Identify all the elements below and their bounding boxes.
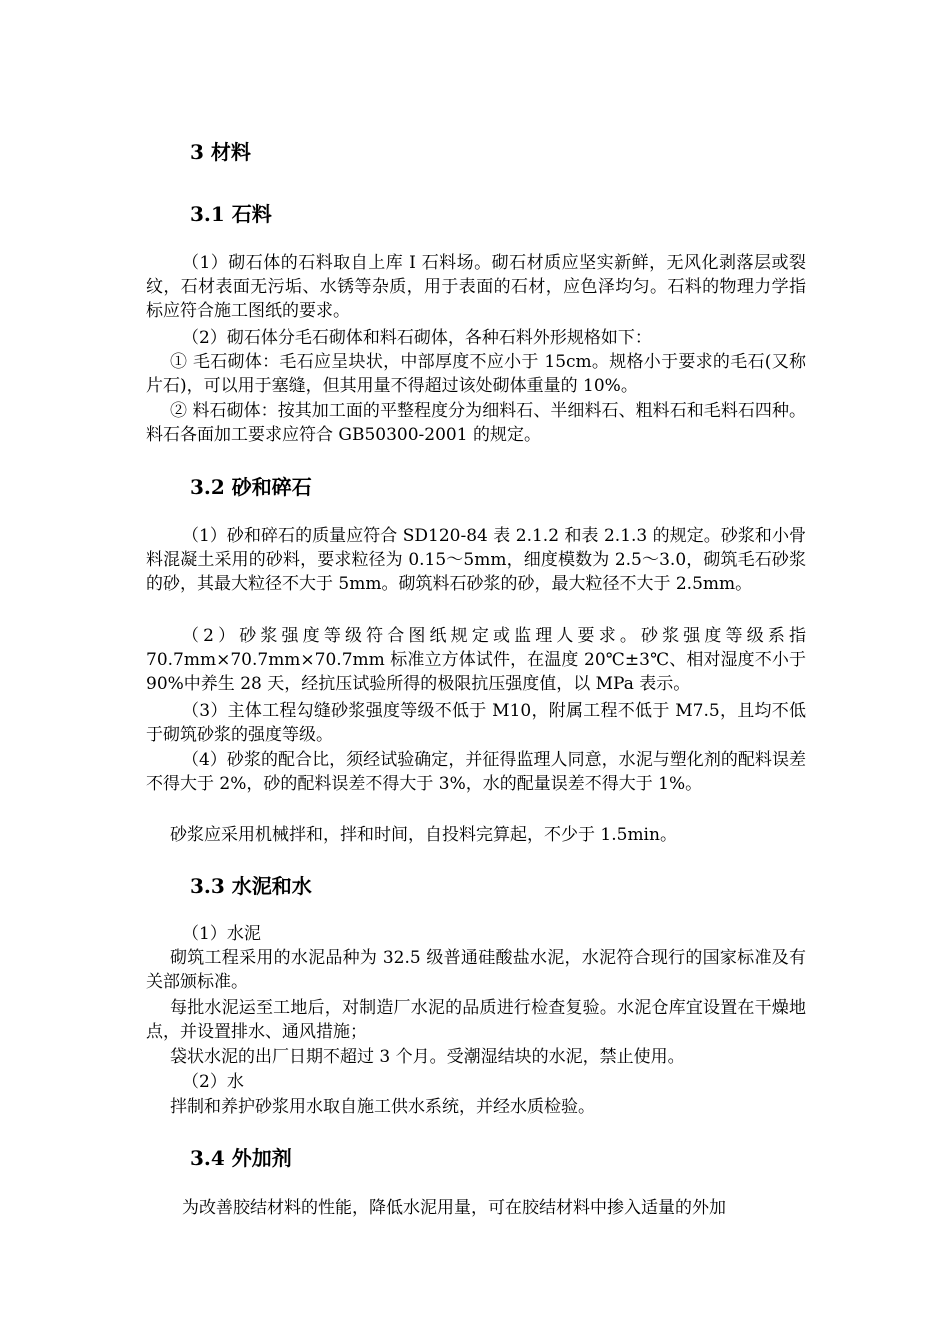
paragraph-rubble-masonry: ① 毛石砌体：毛石应呈块状，中部厚度不应小于 15cm。规格小于要求的毛石(又称片石)，可以用于塞缝，但其用量不得超过该处砌体重量的 10%。: [146, 352, 806, 396]
paragraph-water-source: 拌制和养护砂浆用水取自施工供水系统，并经水质检验。: [170, 1097, 595, 1117]
heading-section-3: 3 材料: [190, 140, 251, 164]
paragraph-stone-types: （2）砌石体分毛石砌体和料石砌体，各种石料外形规格如下：: [182, 328, 652, 348]
heading-section-3-3: 3.3 水泥和水: [190, 874, 312, 898]
paragraph-cement-inspection: 每批水泥运至工地后，对制造厂水泥的品质进行检查复验。水泥仓库宜设置在干燥地点，并设置排水、通风措施；: [146, 998, 806, 1042]
paragraph-sand-quality: （1）砂和碎石的质量应符合 SD120-84 表 2.1.2 和表 2.1.3 的规定。砂浆和小骨料混凝土采用的砂料，要求粒径为 0.15～5mm，细度模数为 2.5～3.0，砌筑毛石砂浆的砂，其最大粒径不大于 5mm。砌筑料石砂浆的砂，最大粒径不大于 2.5mm。: [146, 526, 806, 594]
paragraph-pointing-mortar: （3）主体工程勾缝砂浆强度等级不低于 M10，附属工程不低于 M7.5，且均不低于砌筑砂浆的强度等级。: [146, 701, 806, 745]
heading-section-3-1: 3.1 石料: [190, 202, 272, 226]
paragraph-cement-storage: 袋状水泥的出厂日期不超过 3 个月。受潮湿结块的水泥，禁止使用。: [170, 1047, 685, 1067]
paragraph-water-label: （2）水: [182, 1072, 244, 1092]
paragraph-stone-source: （1）砌石体的石料取自上库 I 石料场。砌石材质应坚实新鲜，无风化剥落层或裂纹，石材表面无污垢、水锈等杂质，用于表面的石材，应色泽均匀。石料的物理力学指标应符合施工图纸的要求。: [146, 253, 806, 321]
heading-section-3-4: 3.4 外加剂: [190, 1146, 292, 1170]
paragraph-mixing-time: 砂浆应采用机械拌和，拌和时间，自投料完算起，不少于 1.5min。: [170, 825, 677, 845]
paragraph-admixture: 为改善胶结材料的性能，降低水泥用量，可在胶结材料中掺入适量的外加: [182, 1198, 726, 1218]
paragraph-mortar-strength: （2）砂浆强度等级符合图纸规定或监理人要求。砂浆强度等级系指 70.7mm×70.7mm×70.7mm 标准立方体试件，在温度 20℃±3℃、相对湿度不小于 90%中养生 28 天，经抗压试验所得的极限抗压强度值，以 MPa 表示。: [146, 626, 806, 694]
paragraph-cement-label: （1）水泥: [182, 924, 261, 944]
paragraph-dressed-stone-masonry: ② 料石砌体：按其加工面的平整程度分为细料石、半细料石、粗料石和毛料石四种。料石各面加工要求应符合 GB50300-2001 的规定。: [146, 401, 806, 445]
paragraph-mix-ratio: （4）砂浆的配合比，须经试验确定，并征得监理人同意，水泥与塑化剂的配料误差不得大于 2%，砂的配料误差不得大于 3%，水的配量误差不得大于 1%。: [146, 750, 806, 794]
paragraph-cement-type: 砌筑工程采用的水泥品种为 32.5 级普通硅酸盐水泥，水泥符合现行的国家标准及有关部颁标准。: [146, 948, 806, 992]
heading-section-3-2: 3.2 砂和碎石: [190, 475, 312, 499]
